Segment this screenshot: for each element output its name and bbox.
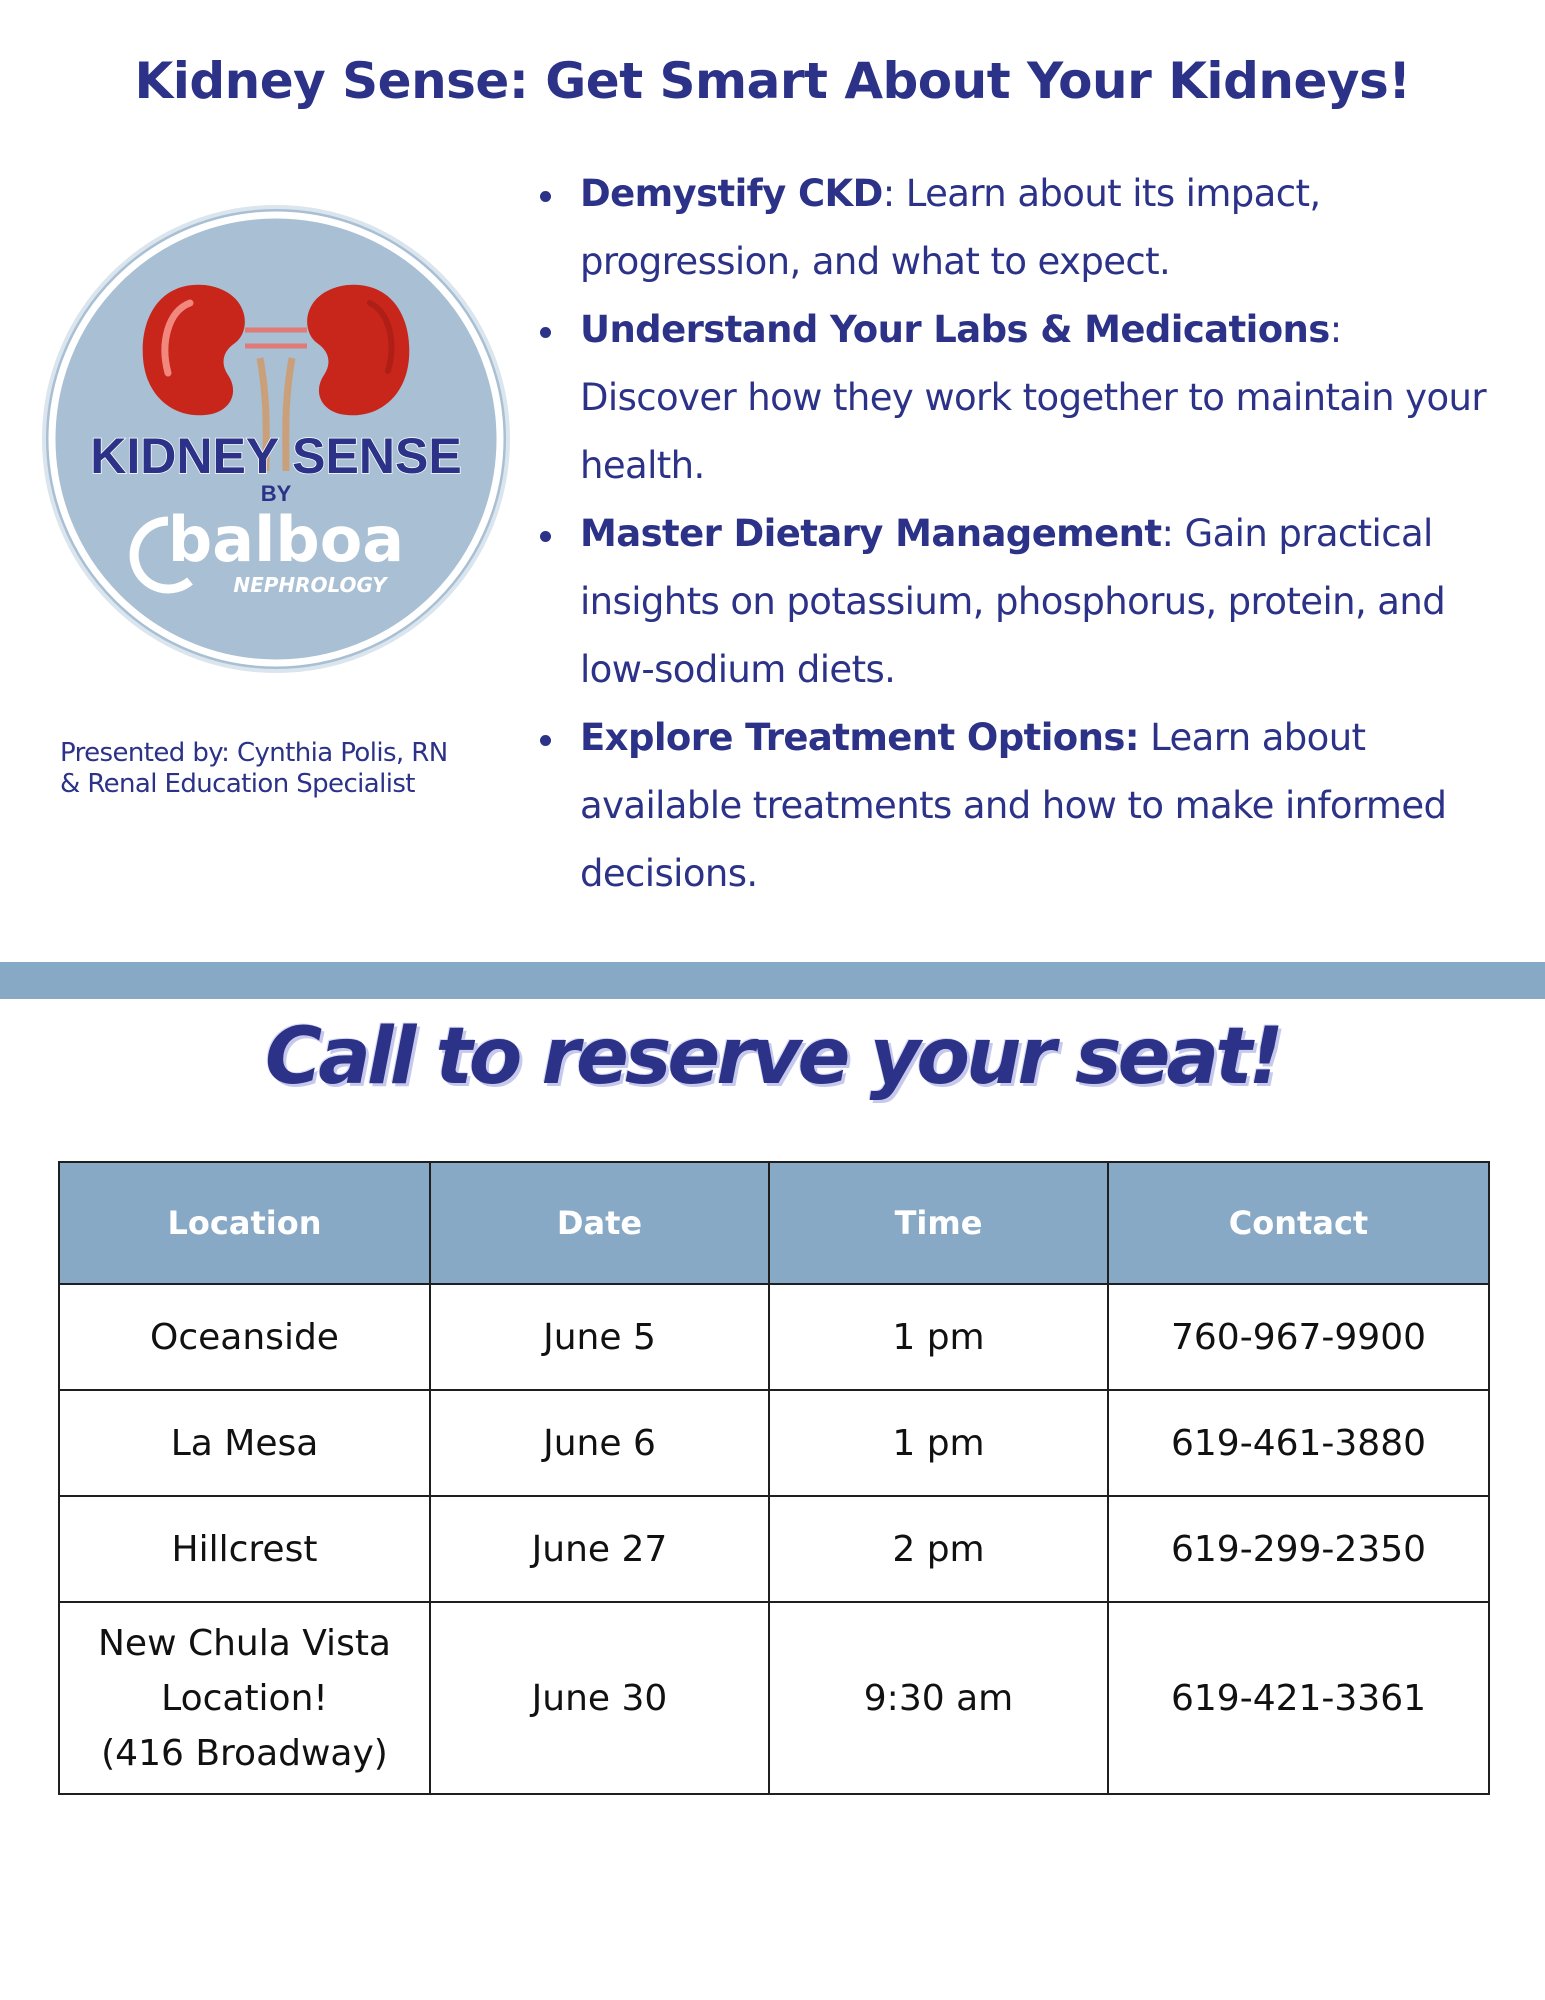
location-line: New Chula Vista bbox=[97, 1622, 391, 1664]
bullet-icon bbox=[540, 327, 551, 338]
table-row bbox=[59, 1496, 1489, 1602]
list-item bbox=[540, 160, 1500, 296]
schedule-table bbox=[58, 1161, 1490, 1795]
topic-heading: Master Dietary Management bbox=[580, 512, 1162, 555]
contact-cell: 619-421-3361 bbox=[1108, 1602, 1489, 1794]
bullet-icon bbox=[540, 191, 551, 202]
column-header: Time bbox=[769, 1162, 1108, 1284]
column-header: Date bbox=[430, 1162, 769, 1284]
location-cell: Oceanside bbox=[59, 1284, 430, 1390]
topics-list bbox=[540, 160, 1500, 908]
table-row bbox=[59, 1602, 1489, 1794]
contact-cell: 619-461-3880 bbox=[1108, 1390, 1489, 1496]
time-cell: 1 pm bbox=[769, 1390, 1108, 1496]
page-title: Kidney Sense: Get Smart About Your Kidneys! bbox=[134, 52, 1411, 110]
date-cell: June 30 bbox=[430, 1602, 769, 1794]
table-row bbox=[59, 1284, 1489, 1390]
logo-brand: balboa bbox=[167, 503, 405, 576]
location-cell: Hillcrest bbox=[59, 1496, 430, 1602]
topic-heading: Understand Your Labs & Medications bbox=[580, 308, 1330, 351]
date-cell: June 27 bbox=[430, 1496, 769, 1602]
kidney-sense-logo bbox=[40, 203, 512, 675]
column-header: Location bbox=[59, 1162, 430, 1284]
topic-text: : Discover how they work together to maintain your health. bbox=[580, 308, 1486, 487]
topic-text: : Learn about its impact, progression, and what to expect. bbox=[580, 172, 1321, 283]
table-header-row bbox=[59, 1162, 1489, 1284]
presenter-line: Presented by: Cynthia Polis, RN bbox=[60, 738, 448, 768]
contact-cell: 760-967-9900 bbox=[1108, 1284, 1489, 1390]
divider-band bbox=[0, 962, 1545, 999]
topic-text: : Gain practical insights on potassium, phosphorus, protein, and low-sodium diets. bbox=[580, 512, 1446, 691]
location-line: Location! bbox=[161, 1677, 328, 1719]
topic-heading: Demystify CKD bbox=[580, 172, 883, 215]
location-cell: La Mesa bbox=[59, 1390, 430, 1496]
bullet-icon bbox=[540, 735, 551, 746]
location-line: (416 Broadway) bbox=[101, 1732, 388, 1774]
presenter-line: & Renal Education Specialist bbox=[60, 769, 415, 799]
list-item bbox=[540, 704, 1500, 908]
date-cell: June 6 bbox=[430, 1390, 769, 1496]
list-item bbox=[540, 296, 1500, 500]
topic-text: Learn about available treatments and how to make informed decisions. bbox=[580, 716, 1447, 895]
table-row bbox=[59, 1390, 1489, 1496]
date-cell: June 5 bbox=[430, 1284, 769, 1390]
logo-title: KIDNEY SENSE bbox=[90, 428, 462, 484]
contact-cell: 619-299-2350 bbox=[1108, 1496, 1489, 1602]
logo-sub: NEPHROLOGY bbox=[233, 573, 387, 597]
presenter-credit bbox=[60, 738, 500, 800]
list-item bbox=[540, 500, 1500, 704]
column-header: Contact bbox=[1108, 1162, 1489, 1284]
time-cell: 9:30 am bbox=[769, 1602, 1108, 1794]
topic-heading: Explore Treatment Options: bbox=[580, 716, 1139, 759]
time-cell: 2 pm bbox=[769, 1496, 1108, 1602]
time-cell: 1 pm bbox=[769, 1284, 1108, 1390]
logo-by: BY bbox=[260, 481, 292, 506]
location-cell bbox=[59, 1602, 430, 1794]
call-to-action: Call to reserve your seat! bbox=[264, 1012, 1280, 1102]
bullet-icon bbox=[540, 531, 551, 542]
